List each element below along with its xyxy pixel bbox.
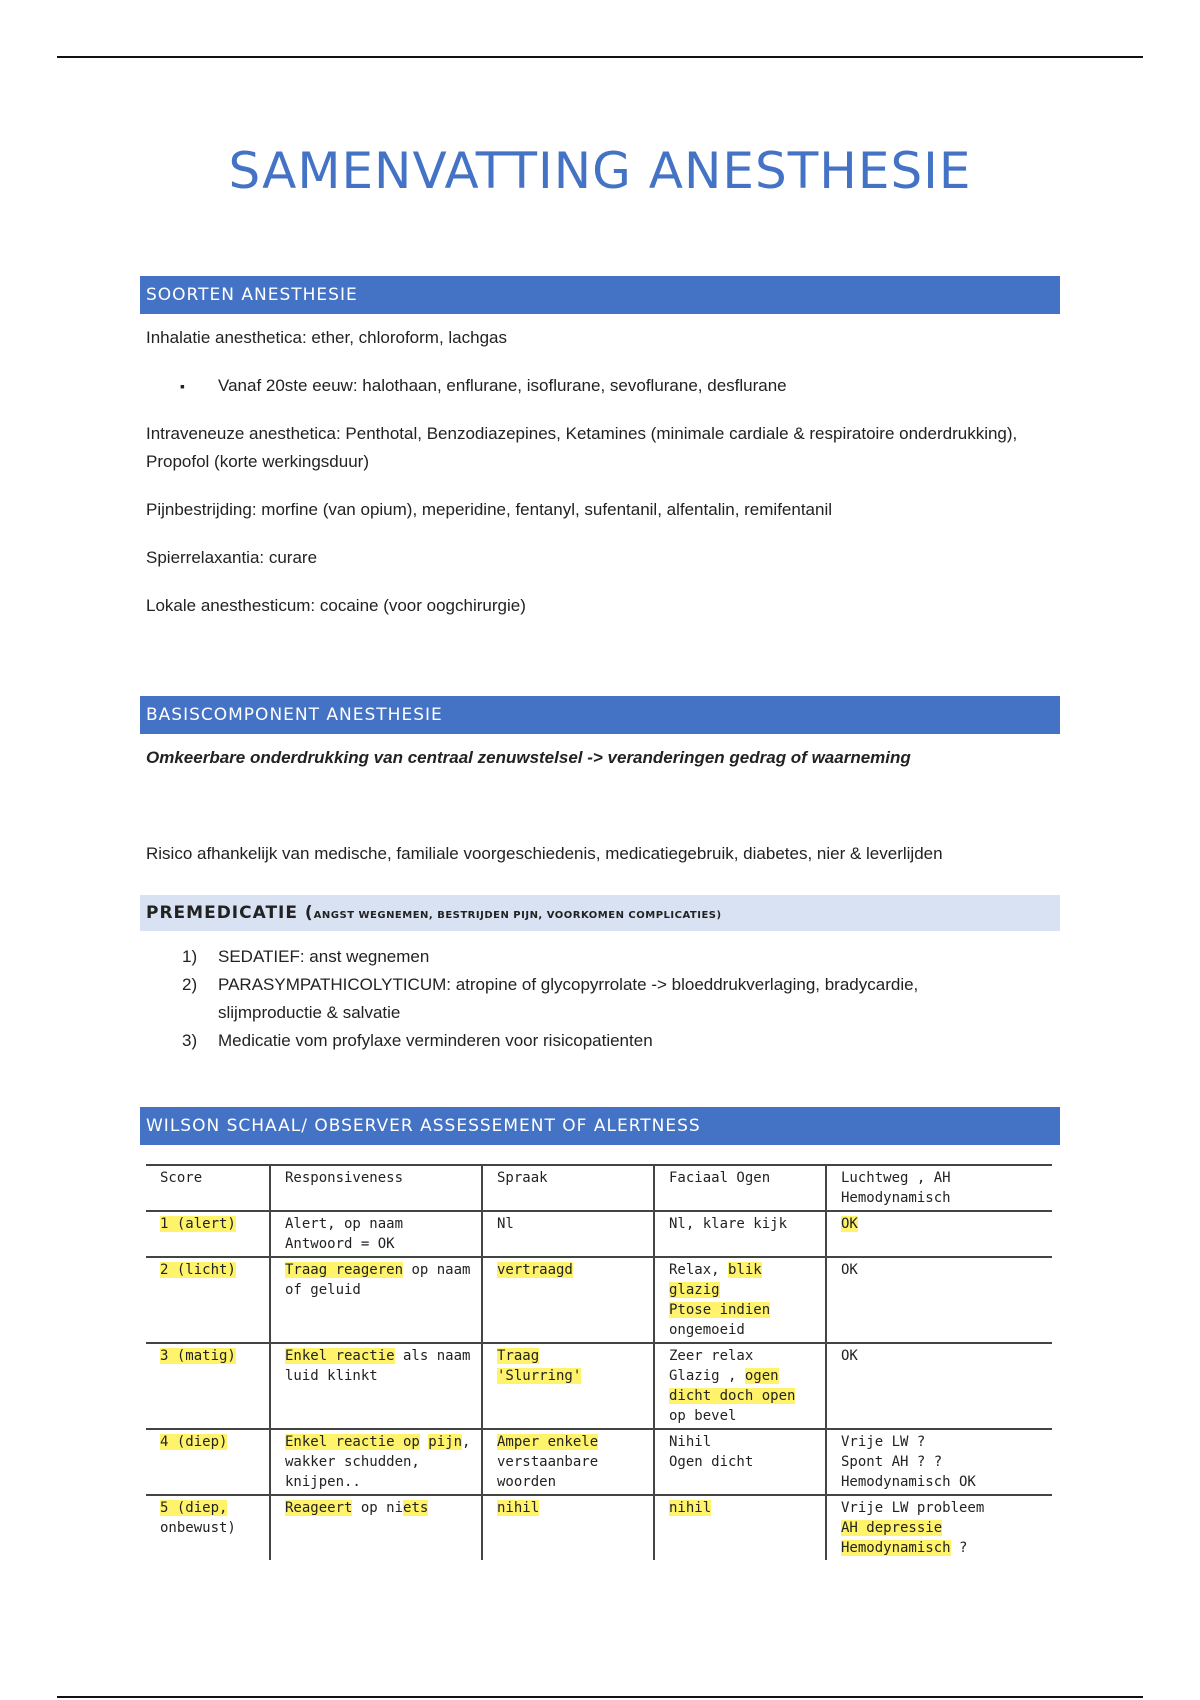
item-text: SEDATIEF: anst wegnemen: [218, 947, 430, 966]
score-text: 4 (diep): [160, 1434, 228, 1450]
cell-text: Hemodynamisch OK: [841, 1474, 976, 1490]
cell-luchtweg: [826, 1495, 1052, 1560]
paragraph-intraveneuze: Intraveneuze anesthetica: Penthotal, Benzodiazepines, Ketamines (minimale cardiale & respiratoire onderdrukking), Propofol (korte werkingsduur): [146, 424, 1018, 471]
cell-responsiveness: [270, 1429, 482, 1495]
section-wilson: [140, 1107, 1060, 1145]
cell-text: , wakker schudden, knijpen..: [285, 1434, 471, 1490]
paragraph-spierrelaxantia: Spierrelaxantia: curare: [146, 548, 318, 567]
cell-text: glazig: [669, 1282, 720, 1298]
header-faciaal: Faciaal Ogen: [654, 1165, 826, 1211]
list-item: [140, 971, 1060, 1027]
cell-text: Relax,: [669, 1262, 729, 1278]
section-heading-premedicatie: [140, 895, 1060, 931]
cell-responsiveness: [270, 1495, 482, 1560]
cell-text: op bevel: [669, 1408, 737, 1424]
premedicatie-heading: PREMEDICATIE (: [146, 903, 314, 923]
cell-text: Traag: [497, 1348, 540, 1364]
section-basiscomponent: [140, 696, 1060, 868]
cell-score: [146, 1495, 270, 1560]
cell-text: nihil: [497, 1500, 540, 1516]
cell-text: verstaanbare woorden: [497, 1454, 599, 1490]
premedicatie-subheading: ANGST WEGNEMEN, BESTRIJDEN PIJN, VOORKOMEN COMPLICATIES): [313, 910, 722, 921]
cell-faciaal: [654, 1429, 826, 1495]
cell-text: AH depressie: [841, 1520, 943, 1536]
cell-luchtweg: OK: [826, 1343, 1052, 1429]
cell-score: [146, 1211, 270, 1257]
cell-text: Enkel reactie op: [285, 1434, 420, 1450]
score-text: 1 (alert): [160, 1216, 236, 1232]
cell-score: [146, 1343, 270, 1429]
score-text: 2 (licht): [160, 1262, 236, 1278]
section-heading-basiscomponent: BASISCOMPONENT ANESTHESIE: [140, 696, 1060, 734]
top-rule: [57, 56, 1143, 58]
numbered-list: [140, 943, 1060, 1055]
cell-text: vertraagd: [497, 1262, 573, 1278]
section-heading-soorten: SOORTEN ANESTHESIE: [140, 276, 1060, 314]
section-premedicatie: [140, 895, 1060, 1055]
cell-score: [146, 1257, 270, 1343]
header-luchtweg: Luchtweg , AH Hemodynamisch: [826, 1165, 1052, 1211]
cell-text: ogen: [744, 1368, 779, 1384]
cell-text: 'Slurring': [497, 1368, 582, 1384]
score-text: onbewust): [160, 1520, 236, 1536]
cell-luchtweg: [826, 1211, 1052, 1257]
emphasis-statement: Omkeerbare onderdrukking van centraal zenuwstelsel -> veranderingen gedrag of waarneming: [146, 748, 911, 767]
item-number: 3): [182, 1031, 198, 1050]
cell-text: Amper enkele: [497, 1434, 599, 1450]
cell-text: ets: [403, 1500, 429, 1516]
cell-text: Reageert: [285, 1500, 353, 1516]
cell-text: Alert, op naam: [285, 1216, 404, 1232]
cell-responsiveness: [270, 1257, 482, 1343]
cell-text: Vrije LW ?: [841, 1434, 926, 1450]
cell-spraak: [482, 1257, 654, 1343]
cell-text: Glazig ,: [669, 1368, 745, 1384]
cell-text: Vrije LW probleem: [841, 1500, 985, 1516]
cell-faciaal: [654, 1257, 826, 1343]
paragraph-lokale: Lokale anesthesticum: cocaine (voor oogchirurgie): [146, 596, 526, 615]
section-heading-wilson: WILSON SCHAAL/ OBSERVER ASSESSEMENT OF ALERTNESS: [140, 1107, 1060, 1145]
bottom-rule: [57, 1696, 1143, 1698]
table-row: [146, 1495, 1052, 1560]
header-responsiveness: Responsiveness: [270, 1165, 482, 1211]
list-item: [140, 1027, 1060, 1055]
table-header-row: [146, 1165, 1052, 1211]
list-item: [140, 943, 1060, 971]
cell-text: ongemoeid: [669, 1322, 745, 1338]
section-soorten: [140, 276, 1060, 620]
cell-text: Ptose indien: [669, 1302, 771, 1318]
cell-text: nihil: [669, 1500, 712, 1516]
cell-text: op ni: [352, 1500, 404, 1516]
cell-responsiveness: [270, 1343, 482, 1429]
paragraph-risico: Risico afhankelijk van medische, familiale voorgeschiedenis, medicatiegebruik, diabetes, nier & leverlijden: [146, 844, 943, 863]
score-text: 5 (diep,: [160, 1500, 228, 1516]
list-item: ▪ Vanaf 20ste eeuw: halothaan, enflurane, isoflurane, sevoflurane, desflurane: [140, 372, 1060, 400]
table-row: [146, 1343, 1052, 1429]
cell-spraak: Nl: [482, 1211, 654, 1257]
cell-text: Antwoord = OK: [285, 1236, 395, 1252]
cell-faciaal: [654, 1495, 826, 1560]
document-title: SAMENVATTING ANESTHESIE: [228, 142, 972, 200]
paragraph-inhalatie: Inhalatie anesthetica: ether, chloroform, lachgas: [146, 328, 507, 347]
cell-text: OK: [841, 1216, 858, 1232]
item-text: Medicatie vom profylaxe verminderen voor risicopatienten: [218, 1031, 653, 1050]
score-text: 3 (matig): [160, 1348, 236, 1364]
cell-text: Zeer relax: [669, 1348, 754, 1364]
cell-responsiveness: [270, 1211, 482, 1257]
header-spraak: Spraak: [482, 1165, 654, 1211]
paragraph-pijnbestrijding: Pijnbestrijding: morfine (van opium), meperidine, fentanyl, sufentanil, alfentalin, remifentanil: [146, 500, 833, 519]
cell-text: pijn: [428, 1434, 463, 1450]
cell-faciaal: Nl, klare kijk: [654, 1211, 826, 1257]
cell-score: [146, 1429, 270, 1495]
cell-spraak: [482, 1429, 654, 1495]
cell-faciaal: [654, 1343, 826, 1429]
table-row: [146, 1211, 1052, 1257]
table-row: [146, 1429, 1052, 1495]
table-row: [146, 1257, 1052, 1343]
cell-text: Nihil: [669, 1434, 712, 1450]
cell-luchtweg: [826, 1429, 1052, 1495]
cell-text: Spont AH ? ?: [841, 1454, 943, 1470]
cell-text: op naam of geluid: [285, 1262, 471, 1298]
cell-text: Enkel reactie: [285, 1348, 395, 1364]
item-text: PARASYMPATHICOLYTICUM: atropine of glycopyrrolate -> bloeddrukverlaging, bradycardie, slijmproductie & salvatie: [218, 975, 919, 1022]
cell-luchtweg: OK: [826, 1257, 1052, 1343]
wilson-table: [146, 1164, 1052, 1560]
cell-spraak: [482, 1343, 654, 1429]
item-number: 1): [182, 947, 198, 966]
cell-text: Traag reageren: [285, 1262, 404, 1278]
cell-text: blik: [728, 1262, 762, 1278]
cell-text: als naam luid klinkt: [285, 1348, 471, 1384]
cell-text: ?: [950, 1540, 968, 1556]
cell-spraak: [482, 1495, 654, 1560]
item-number: 2): [182, 975, 198, 994]
cell-text: Ogen dicht: [669, 1454, 754, 1470]
bullet-list: [140, 372, 1060, 400]
header-score: Score: [146, 1165, 270, 1211]
cell-text: Hemodynamisch: [841, 1540, 951, 1556]
cell-text: dicht doch open: [669, 1388, 796, 1404]
